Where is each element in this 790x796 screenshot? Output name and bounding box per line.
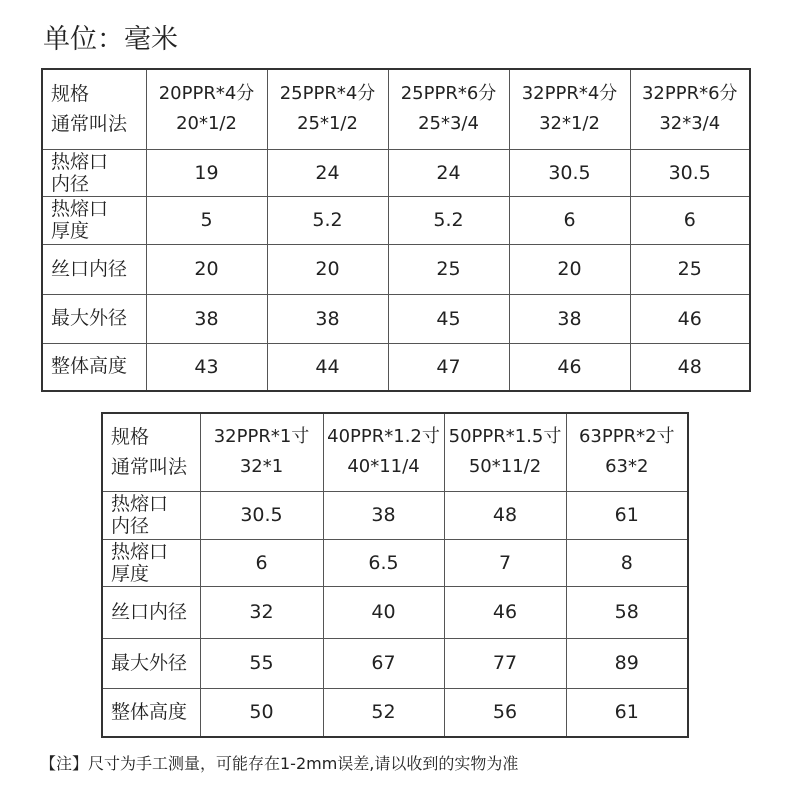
table-cell: 32 (200, 586, 323, 638)
table-cell: 58 (566, 586, 688, 638)
col-name: 32*1 (239, 456, 284, 478)
table-cell: 20 (509, 244, 630, 294)
row-socket-id (42, 149, 750, 196)
table-cell: 25 (388, 244, 509, 294)
table-cell: 38 (267, 294, 388, 343)
table-cell: 5.2 (388, 196, 509, 244)
table-cell: 43 (146, 343, 267, 391)
row-max-od (102, 638, 688, 688)
col-name: 40*11/4 (347, 456, 420, 478)
table-cell: 40 (323, 586, 444, 638)
table-cell: 48 (444, 491, 566, 539)
col-spec: 32PPR*1寸 (213, 426, 310, 448)
col-header (146, 69, 267, 149)
row-socket-thickness (102, 539, 688, 586)
row-label-spec (102, 413, 200, 491)
col-name: 32*3/4 (659, 113, 721, 135)
row-label-line1: 热熔口 (51, 150, 109, 173)
table-cell: 67 (323, 638, 444, 688)
row-label-line1: 热熔口 (111, 540, 169, 563)
footnote: 【注】尺寸为手工测量，可能存在1-2mm误差,请以收到的实物为准 (40, 754, 519, 773)
table-cell: 55 (200, 638, 323, 688)
row-socket-thickness (42, 196, 750, 244)
table-cell: 61 (566, 688, 688, 737)
col-header (509, 69, 630, 149)
unit-title: 单位：毫米 (43, 24, 178, 55)
table-cell: 48 (630, 343, 750, 391)
row-max-od (42, 294, 750, 343)
row-spec (102, 413, 688, 491)
col-header (200, 413, 323, 491)
row-label-line2: 内径 (51, 172, 90, 195)
table-cell: 30.5 (630, 149, 750, 196)
col-spec: 50PPR*1.5寸 (448, 426, 562, 448)
table-cell: 20 (146, 244, 267, 294)
row-label-spec-line2: 通常叫法 (111, 456, 188, 479)
spec-table-top (41, 68, 751, 392)
table-cell: 5.2 (267, 196, 388, 244)
col-header (323, 413, 444, 491)
row-label-thread-id: 丝口内径 (102, 586, 200, 638)
row-label-spec-line1: 规格 (111, 426, 150, 449)
row-label-total-height: 整体高度 (42, 343, 146, 391)
row-label-spec-line2: 通常叫法 (51, 113, 128, 136)
table-cell: 6.5 (323, 539, 444, 586)
row-label-thread-id: 丝口内径 (42, 244, 146, 294)
table-cell: 30.5 (509, 149, 630, 196)
col-name: 20*1/2 (176, 113, 237, 135)
col-header (267, 69, 388, 149)
table-cell: 47 (388, 343, 509, 391)
table-cell: 77 (444, 638, 566, 688)
col-spec: 25PPR*6分 (400, 83, 497, 105)
row-label-total-height: 整体高度 (102, 688, 200, 737)
table-cell: 56 (444, 688, 566, 737)
col-header (444, 413, 566, 491)
row-label-socket-id (102, 491, 200, 539)
col-header (566, 413, 688, 491)
table-cell: 30.5 (200, 491, 323, 539)
row-label-line2: 内径 (111, 515, 150, 537)
table-cell: 6 (200, 539, 323, 586)
row-label-line2: 厚度 (111, 562, 150, 585)
table-cell: 38 (323, 491, 444, 539)
row-thread-id (102, 586, 688, 638)
col-name: 25*1/2 (297, 113, 358, 135)
row-total-height (42, 343, 750, 391)
table-cell: 38 (146, 294, 267, 343)
row-socket-id (102, 491, 688, 539)
table-cell: 50 (200, 688, 323, 737)
row-label-spec (42, 69, 146, 149)
spec-table-bottom (101, 412, 689, 738)
col-spec: 40PPR*1.2寸 (327, 426, 440, 448)
table-cell: 46 (509, 343, 630, 391)
row-spec (42, 69, 750, 149)
col-header (630, 69, 750, 149)
row-thread-id (42, 244, 750, 294)
col-spec: 63PPR*2寸 (578, 426, 675, 448)
row-label-line2: 厚度 (51, 220, 90, 242)
table-cell: 38 (509, 294, 630, 343)
table-cell: 46 (630, 294, 750, 343)
col-name: 25*3/4 (418, 113, 479, 135)
col-spec: 25PPR*4分 (279, 83, 376, 105)
table-cell: 45 (388, 294, 509, 343)
table-cell: 61 (566, 491, 688, 539)
col-header (388, 69, 509, 149)
table-cell: 5 (146, 196, 267, 244)
col-name: 63*2 (605, 456, 649, 478)
col-spec: 20PPR*4分 (158, 83, 255, 105)
table-cell: 24 (267, 149, 388, 196)
table-cell: 24 (388, 149, 509, 196)
table-cell: 6 (630, 196, 750, 244)
row-label-socket-id (42, 149, 146, 196)
col-name: 32*1/2 (539, 113, 600, 135)
row-label-max-od: 最大外径 (102, 638, 200, 688)
table-cell: 44 (267, 343, 388, 391)
col-name: 50*11/2 (468, 456, 542, 478)
table-cell: 46 (444, 586, 566, 638)
table-cell: 19 (146, 149, 267, 196)
table-cell: 52 (323, 688, 444, 737)
row-label-socket-thickness (102, 539, 200, 586)
col-spec: 32PPR*6分 (641, 83, 738, 105)
table-cell: 8 (566, 539, 688, 586)
row-label-line1: 热熔口 (111, 493, 169, 515)
table-cell: 7 (444, 539, 566, 586)
row-label-max-od: 最大外径 (42, 294, 146, 343)
table-cell: 89 (566, 638, 688, 688)
col-spec: 32PPR*4分 (521, 83, 618, 105)
row-label-line1: 热熔口 (51, 198, 109, 220)
row-label-socket-thickness (42, 196, 146, 244)
table-cell: 6 (509, 196, 630, 244)
row-label-spec-line1: 规格 (51, 83, 90, 106)
row-total-height (102, 688, 688, 737)
table-cell: 25 (630, 244, 750, 294)
table-cell: 20 (267, 244, 388, 294)
